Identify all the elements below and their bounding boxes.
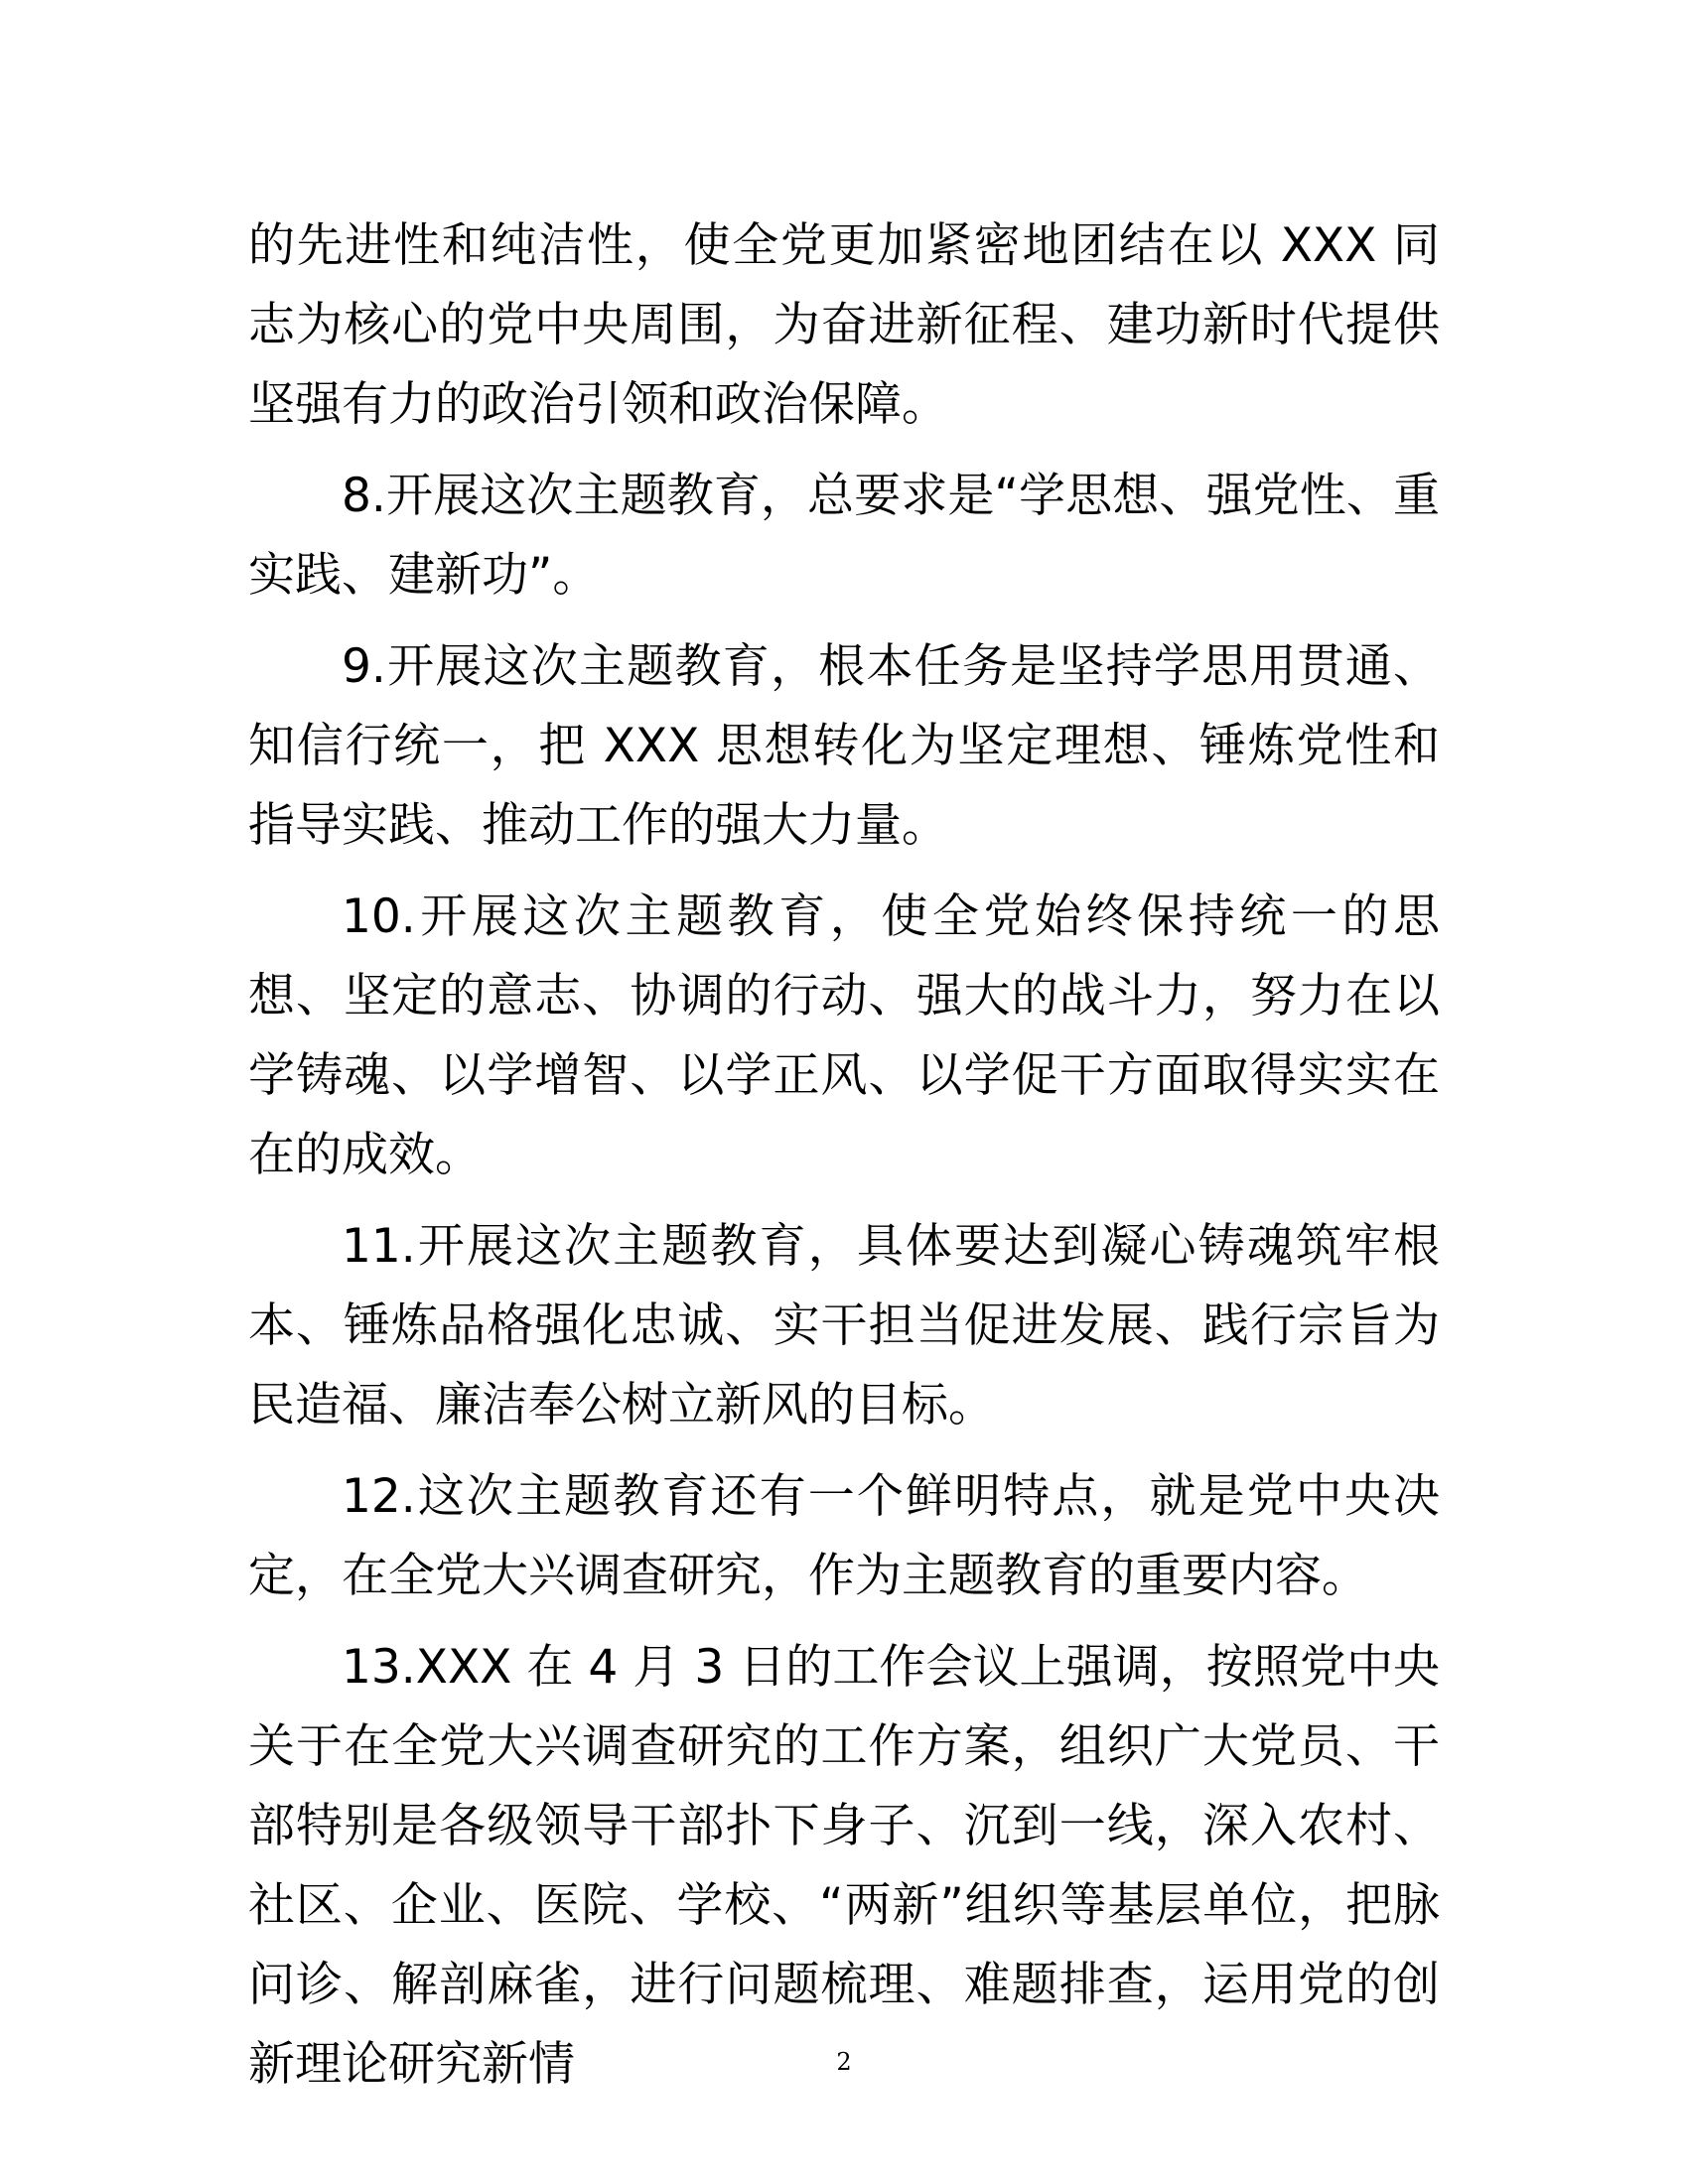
- paragraph-item-9: 9.开展这次主题教育，根本任务是坚持学思用贯通、知信行统一，把 XXX 思想转化为坚定理想、锤炼党性和指导实践、推动工作的强大力量。: [248, 639, 1440, 853]
- paragraph-continuation: 的先进性和纯洁性，使全党更加紧密地团结在以 XXX 同志为核心的党中央周围，为奋进新征程、建功新时代提供坚强有力的政治引领和政治保障。: [248, 218, 1440, 432]
- page-number: 2: [836, 2048, 852, 2076]
- paragraph-item-8: 8.开展这次主题教育，总要求是“学思想、强党性、重实践、建新功”。: [248, 469, 1440, 603]
- paragraph-item-11: 11.开展这次主题教育，具体要达到凝心铸魂筑牢根本、锤炼品格强化忠诚、实干担当促进发展、践行宗旨为民造福、廉洁奉公树立新风的目标。: [248, 1219, 1440, 1433]
- paragraph-item-10: 10.开展这次主题教育，使全党始终保持统一的思想、坚定的意志、协调的行动、强大的战斗力，努力在以学铸魂、以学增智、以学正风、以学促干方面取得实实在在的成效。: [248, 889, 1440, 1182]
- paragraph-item-13: 13.XXX 在 4 月 3 日的工作会议上强调，按照党中央关于在全党大兴调查研究的工作方案，组织广大党员、干部特别是各级领导干部扑下身子、沉到一线，深入农村、社区、企业、医院、学校、“两新”组织等基层单位，把脉问诊、解剖麻雀，进行问题梳理、难题排查，运用党的创新理论研究新情: [248, 1640, 1440, 2092]
- document-body: [248, 206, 1440, 2105]
- paragraph-item-12: 12.这次主题教育还有一个鲜明特点，就是党中央决定，在全党大兴调查研究，作为主题教育的重要内容。: [248, 1469, 1440, 1603]
